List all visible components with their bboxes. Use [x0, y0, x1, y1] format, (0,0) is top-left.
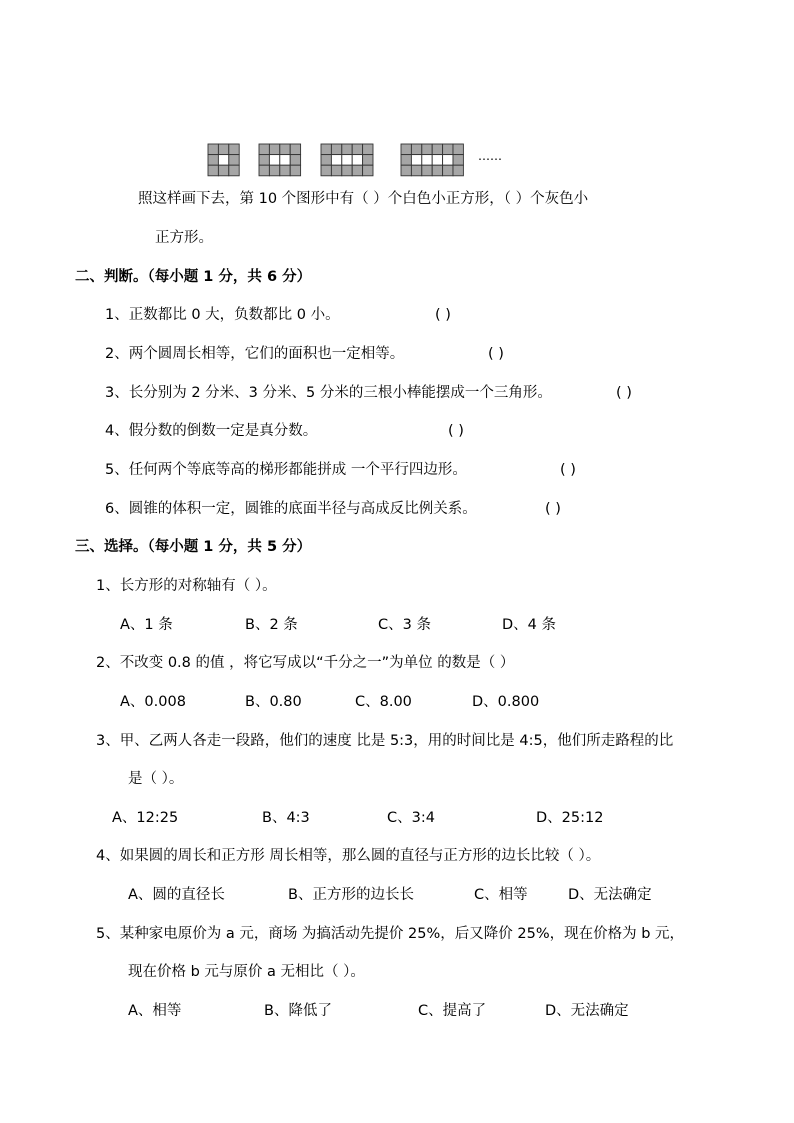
- section-2-title: 二、判断。（每小题 1 分，共 6 分）: [75, 269, 312, 285]
- choice-q1-option-c[interactable]: C、3 条: [378, 617, 431, 633]
- gray-square: [208, 144, 218, 155]
- gray-square: [363, 144, 373, 155]
- gray-square: [208, 155, 218, 166]
- choice-q3-option-b[interactable]: B、4:3: [262, 810, 310, 826]
- judge-item-6: 6、圆锥的体积一定，圆锥的底面半径与高成反比例关系。: [105, 501, 477, 517]
- choice-q5-stem: 5、某种家电原价为 a 元，商场 为搞活动先提价 25%，后又降价 25%，现在价格为 b 元，: [96, 926, 685, 942]
- choice-q5-option-b[interactable]: B、降低了: [264, 1003, 332, 1019]
- gray-square: [331, 144, 341, 155]
- judge-answer-2[interactable]: ( ): [488, 346, 504, 362]
- gray-square: [321, 155, 331, 166]
- gray-square: [229, 144, 239, 155]
- choice-q5-option-a[interactable]: A、相等: [128, 1003, 182, 1019]
- gray-square: [259, 155, 269, 166]
- gray-square: [422, 165, 432, 176]
- judge-answer-5[interactable]: ( ): [560, 462, 576, 478]
- judge-item-4: 4、假分数的倒数一定是真分数。: [105, 423, 318, 439]
- pattern-figure-1: [207, 143, 240, 177]
- choice-q1-option-a[interactable]: A、1 条: [120, 617, 173, 633]
- gray-square: [259, 144, 269, 155]
- choice-q3-option-a[interactable]: A、12:25: [112, 810, 179, 826]
- gray-square: [352, 144, 362, 155]
- gray-square: [290, 144, 300, 155]
- choice-q3-option-c[interactable]: C、3:4: [387, 810, 435, 826]
- intro-line-2: 正方形。: [155, 230, 213, 246]
- gray-square: [363, 165, 373, 176]
- gray-square: [453, 155, 463, 166]
- choice-q2-option-b[interactable]: B、0.80: [245, 694, 302, 710]
- judge-item-1: 1、正数都比 0 大，负数都比 0 小。: [105, 307, 340, 323]
- choice-q4-option-c[interactable]: C、相等: [474, 887, 528, 903]
- gray-square: [269, 144, 279, 155]
- choice-q5-option-d[interactable]: D、无法确定: [545, 1003, 629, 1019]
- choice-q2-stem: 2、不改变 0.8 的值 ，将它写成以“千分之一”为单位 的数是（ ）: [96, 655, 515, 671]
- pattern-figure-4: [400, 143, 464, 177]
- gray-square: [229, 155, 239, 166]
- white-square: [411, 155, 421, 166]
- gray-square: [401, 144, 411, 155]
- judge-item-2: 2、两个圆周长相等，它们的面积也一定相等。: [105, 346, 405, 362]
- white-square: [218, 155, 228, 166]
- choice-q3-stem: 3、甲、乙两人各走一段路，他们的速度 比是 5:3，用的时间比是 4:5，他们所走路程的比: [96, 733, 674, 749]
- judge-answer-3[interactable]: ( ): [616, 385, 632, 401]
- gray-square: [432, 144, 442, 155]
- gray-square: [259, 165, 269, 176]
- pattern-figure-3: [320, 143, 374, 177]
- judge-item-3: 3、长分别为 2 分米、3 分米、5 分米的三根小棒能摆成一个三角形。: [105, 385, 552, 401]
- gray-square: [229, 165, 239, 176]
- judge-answer-4[interactable]: ( ): [448, 423, 464, 439]
- gray-square: [290, 155, 300, 166]
- gray-square: [321, 165, 331, 176]
- choice-q1-stem: 1、长方形的对称轴有（ ）。: [96, 578, 277, 594]
- pattern-ellipsis: ……: [478, 149, 502, 163]
- gray-square: [342, 165, 352, 176]
- white-square: [280, 155, 290, 166]
- choice-q4-option-b[interactable]: B、正方形的边长长: [288, 887, 414, 903]
- gray-square: [352, 165, 362, 176]
- pattern-figure-2: [258, 143, 302, 177]
- gray-square: [453, 165, 463, 176]
- gray-square: [453, 144, 463, 155]
- gray-square: [401, 155, 411, 166]
- choice-q1-option-d[interactable]: D、4 条: [502, 617, 556, 633]
- gray-square: [280, 144, 290, 155]
- judge-answer-6[interactable]: ( ): [545, 501, 561, 517]
- gray-square: [280, 165, 290, 176]
- gray-square: [443, 165, 453, 176]
- choice-q2-option-d[interactable]: D、0.800: [472, 694, 540, 710]
- intro-line-1: 照这样画下去，第 10 个图形中有（ ）个白色小正方形，（ ）个灰色小: [138, 191, 589, 207]
- gray-square: [290, 165, 300, 176]
- judge-answer-1[interactable]: ( ): [435, 307, 451, 323]
- choice-q4-option-a[interactable]: A、圆的直径长: [128, 887, 225, 903]
- choice-q3-option-d[interactable]: D、25:12: [536, 810, 604, 826]
- choice-q3-stem-cont: 是（ ）。: [128, 771, 184, 787]
- choice-q1-option-b[interactable]: B、2 条: [245, 617, 298, 633]
- white-square: [331, 155, 341, 166]
- gray-square: [401, 165, 411, 176]
- judge-item-5: 5、任何两个等底等高的梯形都能拼成 一个平行四边形。: [105, 462, 467, 478]
- choice-q2-option-a[interactable]: A、0.008: [120, 694, 186, 710]
- gray-square: [208, 165, 218, 176]
- choice-q5-option-c[interactable]: C、提高了: [418, 1003, 487, 1019]
- white-square: [269, 155, 279, 166]
- gray-square: [432, 165, 442, 176]
- white-square: [342, 155, 352, 166]
- gray-square: [321, 144, 331, 155]
- gray-square: [443, 144, 453, 155]
- section-3-title: 三、选择。（每小题 1 分，共 5 分）: [75, 539, 312, 555]
- gray-square: [269, 165, 279, 176]
- choice-q2-option-c[interactable]: C、8.00: [355, 694, 412, 710]
- gray-square: [331, 165, 341, 176]
- gray-square: [422, 144, 432, 155]
- gray-square: [218, 165, 228, 176]
- gray-square: [363, 155, 373, 166]
- gray-square: [411, 144, 421, 155]
- gray-square: [218, 144, 228, 155]
- choice-q5-stem-cont: 现在价格 b 元与原价 a 无相比（ ）。: [128, 964, 365, 980]
- choice-q4-option-d[interactable]: D、无法确定: [568, 887, 652, 903]
- white-square: [422, 155, 432, 166]
- choice-q4-stem: 4、如果圆的周长和正方形 周长相等，那么圆的直径与正方形的边长比较（ ）。: [96, 848, 601, 864]
- white-square: [352, 155, 362, 166]
- gray-square: [342, 144, 352, 155]
- gray-square: [411, 165, 421, 176]
- white-square: [432, 155, 442, 166]
- white-square: [443, 155, 453, 166]
